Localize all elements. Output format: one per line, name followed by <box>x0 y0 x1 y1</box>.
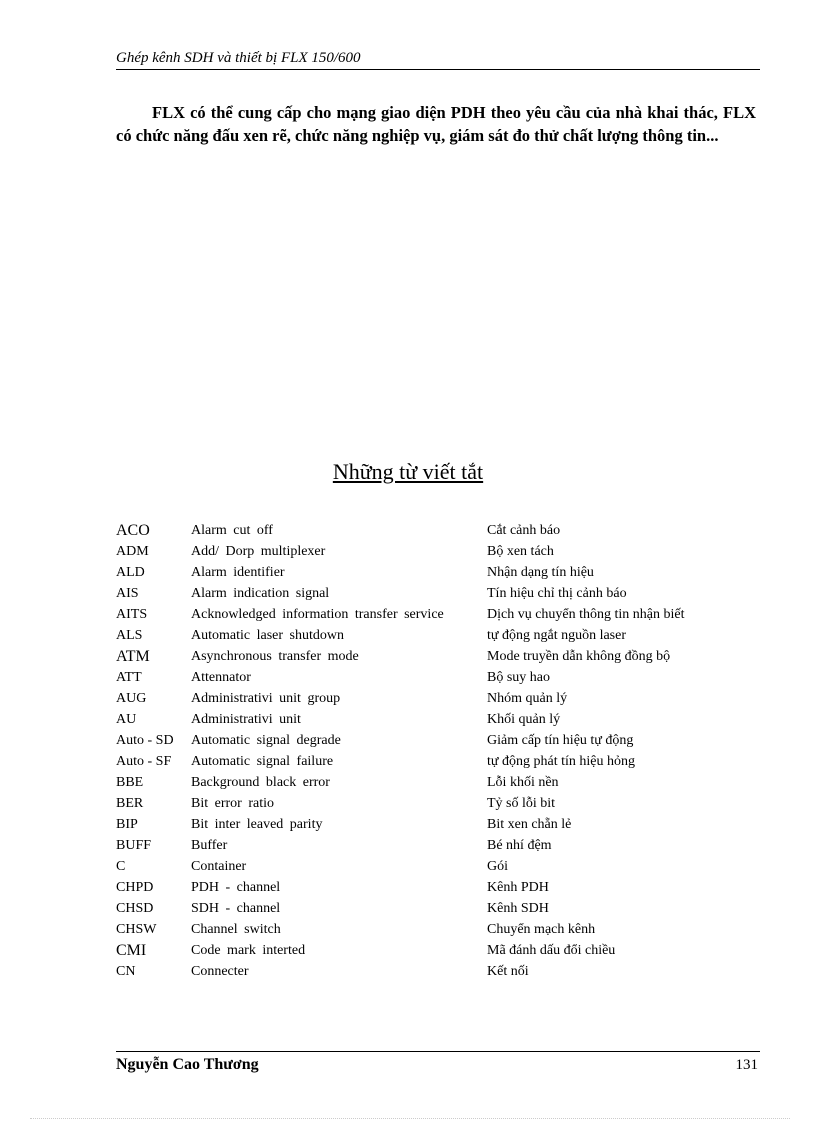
english-term-cell: Automatic laser shutdown <box>191 627 344 643</box>
abbr-cell: Auto - SF <box>116 753 172 769</box>
vietnamese-term-cell: tự động ngắt nguồn laser <box>487 627 627 643</box>
table-row <box>112 814 751 835</box>
abbr-cell: BER <box>116 795 144 811</box>
table-row <box>112 604 751 625</box>
english-term-cell: Alarm cut off <box>191 522 273 538</box>
abbr-cell: CHSW <box>116 921 157 937</box>
table-row <box>112 898 751 919</box>
table-row <box>112 793 751 814</box>
section-title: Những từ viết tắt <box>332 459 484 484</box>
english-term-cell: Container <box>191 858 247 874</box>
english-term-cell: Administrativi unit group <box>191 690 341 706</box>
vietnamese-term-cell: Mã đánh dấu đổi chiều <box>487 942 616 958</box>
vietnamese-term-cell: Mode truyền dẫn không đồng bộ <box>487 648 671 664</box>
english-term-cell: Alarm indication signal <box>191 585 330 601</box>
abbr-cell: BIP <box>116 816 138 832</box>
abbr-cell: CN <box>116 963 136 979</box>
vietnamese-term-cell: Giảm cấp tín hiệu tự động <box>487 732 634 748</box>
table-row <box>112 877 751 898</box>
english-term-cell: Bit error ratio <box>191 795 274 811</box>
table-row <box>112 940 751 961</box>
english-term-cell: Background black error <box>191 774 330 790</box>
vietnamese-term-cell: Dịch vụ chuyển thông tin nhận biết <box>487 606 685 622</box>
abbr-cell: CMI <box>116 941 147 959</box>
table-row <box>112 646 751 667</box>
page-number: 131 <box>735 1057 758 1073</box>
table-row <box>112 919 751 940</box>
table-row <box>112 562 751 583</box>
english-term-cell: Channel switch <box>191 921 281 937</box>
vietnamese-term-cell: Bé nhí đệm <box>487 837 552 853</box>
table-row <box>112 751 751 772</box>
page-header: Ghép kênh SDH và thiết bị FLX 150/600 <box>116 50 760 70</box>
table-row <box>112 625 751 646</box>
english-term-cell: Automatic signal failure <box>191 753 334 769</box>
english-term-cell: Add/ Dorp multiplexer <box>191 543 326 559</box>
vietnamese-term-cell: Bộ xen tách <box>487 543 554 559</box>
abbr-cell: Auto - SD <box>116 732 174 748</box>
abbr-cell: BUFF <box>116 837 152 853</box>
english-term-cell: Code mark interted <box>191 942 306 958</box>
abbr-cell: BBE <box>116 774 144 790</box>
abbr-cell: ALS <box>116 627 143 643</box>
bottom-divider <box>30 1118 790 1119</box>
vietnamese-term-cell: Nhóm quản lý <box>487 690 568 706</box>
english-term-cell: Acknowledged information transfer service <box>191 606 444 622</box>
footer-divider <box>116 1051 760 1052</box>
english-term-cell: Alarm identifier <box>191 564 285 580</box>
vietnamese-term-cell: Chuyển mạch kênh <box>487 921 596 937</box>
abbr-cell: ACO <box>116 521 150 539</box>
footer-author: Nguyễn Cao Thương <box>116 1056 259 1073</box>
abbr-cell: AITS <box>116 606 148 622</box>
vietnamese-term-cell: Khối quản lý <box>487 711 561 727</box>
english-term-cell: Asynchronous transfer mode <box>191 648 359 664</box>
abbr-cell: C <box>116 858 126 874</box>
table-row <box>112 688 751 709</box>
abbr-cell: ADM <box>116 543 149 559</box>
english-term-cell: Attennator <box>191 669 251 685</box>
vietnamese-term-cell: Bit xen chẵn lẻ <box>487 816 572 832</box>
intro-paragraph: FLX có thể cung cấp cho mạng giao diện PDH theo yêu cầu của nhà khai thác, FLX có chức năng đấu xen rẽ, chức năng nghiệp vụ, giám sát đo thử chất lượng thông tin... <box>116 103 756 145</box>
english-term-cell: Connecter <box>191 963 249 979</box>
table-row <box>112 541 751 562</box>
vietnamese-term-cell: Kênh PDH <box>487 879 549 895</box>
vietnamese-term-cell: Tỷ số lỗi bit <box>487 795 556 811</box>
vietnamese-term-cell: Gói <box>487 858 508 874</box>
table-row <box>112 667 751 688</box>
abbr-cell: AUG <box>116 690 147 706</box>
english-term-cell: Bit inter leaved parity <box>191 816 323 832</box>
abbr-cell: CHSD <box>116 900 154 916</box>
table-row <box>112 772 751 793</box>
vietnamese-term-cell: Bộ suy hao <box>487 669 550 685</box>
table-row <box>112 961 751 982</box>
vietnamese-term-cell: Cắt cảnh báo <box>487 522 561 538</box>
vietnamese-term-cell: tự động phát tín hiệu hỏng <box>487 753 635 769</box>
english-term-cell: SDH - channel <box>191 900 281 916</box>
english-term-cell: Buffer <box>191 837 228 853</box>
table-row <box>112 583 751 604</box>
vietnamese-term-cell: Tín hiệu chỉ thị cảnh báo <box>487 585 627 601</box>
vietnamese-term-cell: Lỗi khối nền <box>487 774 559 790</box>
abbr-cell: CHPD <box>116 879 154 895</box>
english-term-cell: Automatic signal degrade <box>191 732 341 748</box>
table-row <box>112 709 751 730</box>
vietnamese-term-cell: Kênh SDH <box>487 900 549 916</box>
table-row <box>112 520 751 541</box>
abbr-cell: AU <box>116 711 137 727</box>
english-term-cell: PDH - channel <box>191 879 281 895</box>
abbreviation-table <box>112 520 751 982</box>
abbr-cell: ALD <box>116 564 145 580</box>
table-row <box>112 730 751 751</box>
abbr-cell: ATT <box>116 669 142 685</box>
abbr-cell: AIS <box>116 585 139 601</box>
table-row <box>112 856 751 877</box>
english-term-cell: Administrativi unit <box>191 711 301 727</box>
abbr-cell: ATM <box>116 647 150 665</box>
vietnamese-term-cell: Kết nối <box>487 963 529 979</box>
vietnamese-term-cell: Nhận dạng tín hiệu <box>487 564 594 580</box>
table-row <box>112 835 751 856</box>
